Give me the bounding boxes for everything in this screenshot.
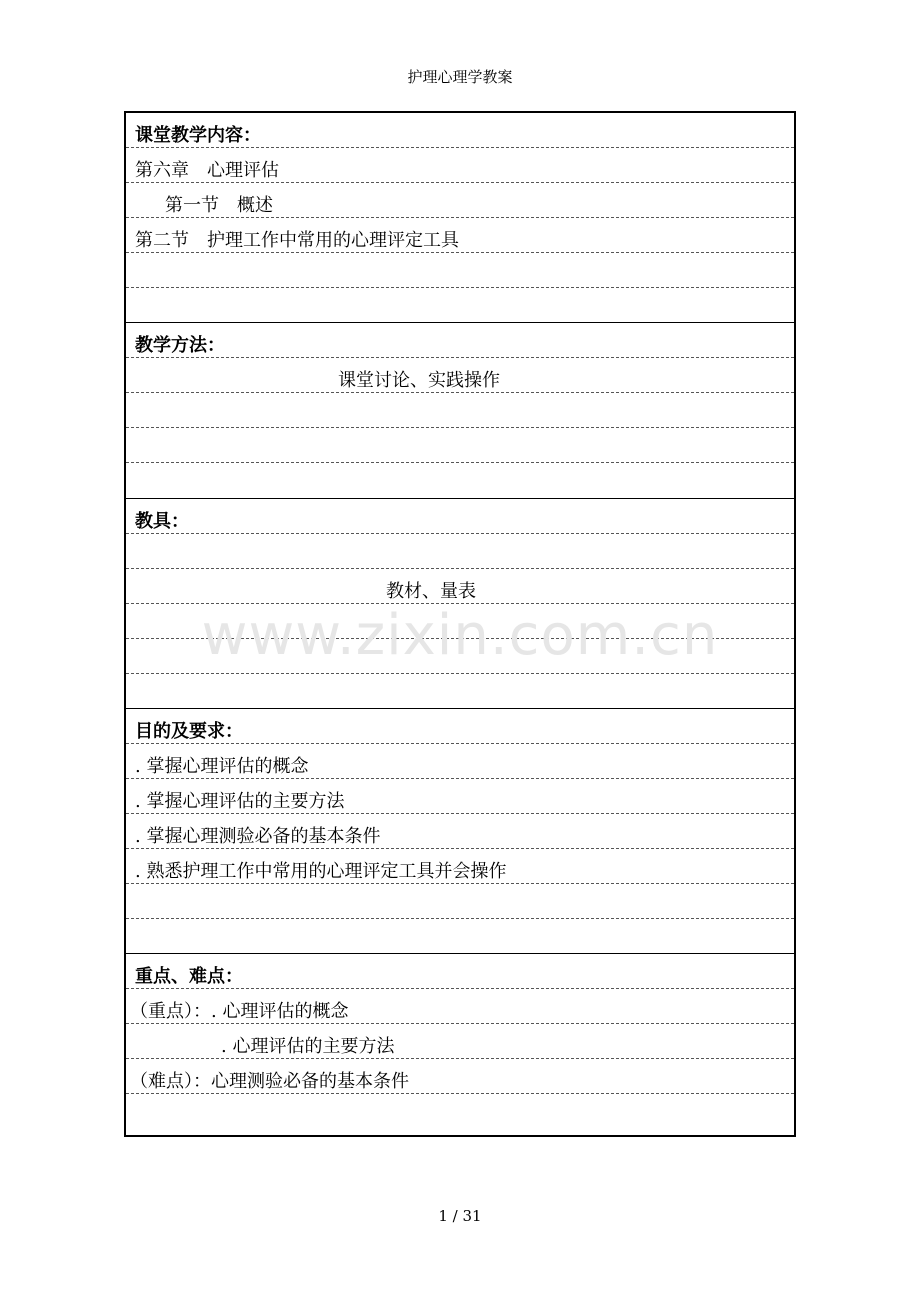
tools-heading-row — [126, 499, 794, 534]
content-line: 第二节 护理工作中常用的心理评定工具 — [135, 230, 459, 251]
key-line-row — [126, 1059, 794, 1094]
blank-row — [126, 288, 794, 323]
content-heading: 课堂教学内容： — [135, 125, 261, 146]
page-number: 1 / 31 — [438, 1207, 482, 1225]
content-line-row — [126, 218, 794, 253]
key-line: （难点）：心理测验必备的基本条件 — [130, 1071, 409, 1092]
method-heading: 教学方法： — [135, 335, 225, 356]
tools-text-row — [126, 569, 794, 604]
goals-item: . 掌握心理评估的主要方法 — [135, 791, 345, 812]
method-text: 课堂讨论、实践操作 — [338, 370, 500, 391]
key-heading: 重点、难点： — [135, 966, 243, 987]
goals-item: . 掌握心理评估的概念 — [135, 756, 309, 777]
key-heading-row — [126, 954, 794, 989]
blank-row — [126, 674, 794, 709]
page-header-title: 护理心理学教案 — [407, 68, 513, 86]
key-line: . 心理评估的主要方法 — [221, 1036, 395, 1057]
goals-item: . 掌握心理测验必备的基本条件 — [135, 826, 381, 847]
key-line: （重点）：. 心理评估的概念 — [130, 1001, 349, 1022]
blank-row — [126, 884, 794, 919]
goals-item-row — [126, 849, 794, 884]
content-line-row — [126, 148, 794, 183]
goals-item: . 熟悉护理工作中常用的心理评定工具并会操作 — [135, 861, 507, 882]
blank-row — [126, 428, 794, 463]
content-heading-row — [126, 113, 794, 148]
tools-heading: 教具： — [135, 511, 189, 532]
key-line-row — [126, 989, 794, 1024]
goals-item-row — [126, 744, 794, 779]
blank-row — [126, 534, 794, 569]
content-line: 第六章 心理评估 — [135, 160, 279, 181]
tools-text: 教材、量表 — [386, 581, 476, 602]
blank-row — [126, 253, 794, 288]
goals-item-row — [126, 779, 794, 814]
goals-heading: 目的及要求： — [135, 721, 243, 742]
content-line: 第一节 概述 — [165, 195, 273, 216]
blank-row — [126, 463, 794, 498]
method-text-row — [126, 358, 794, 393]
blank-row — [126, 393, 794, 428]
content-line-row — [126, 183, 794, 218]
goals-item-row — [126, 814, 794, 849]
watermark: www.zixin.com.cn — [201, 603, 719, 668]
method-heading-row — [126, 323, 794, 358]
key-line-row — [126, 1024, 794, 1059]
goals-heading-row — [126, 709, 794, 744]
blank-row — [126, 919, 794, 954]
